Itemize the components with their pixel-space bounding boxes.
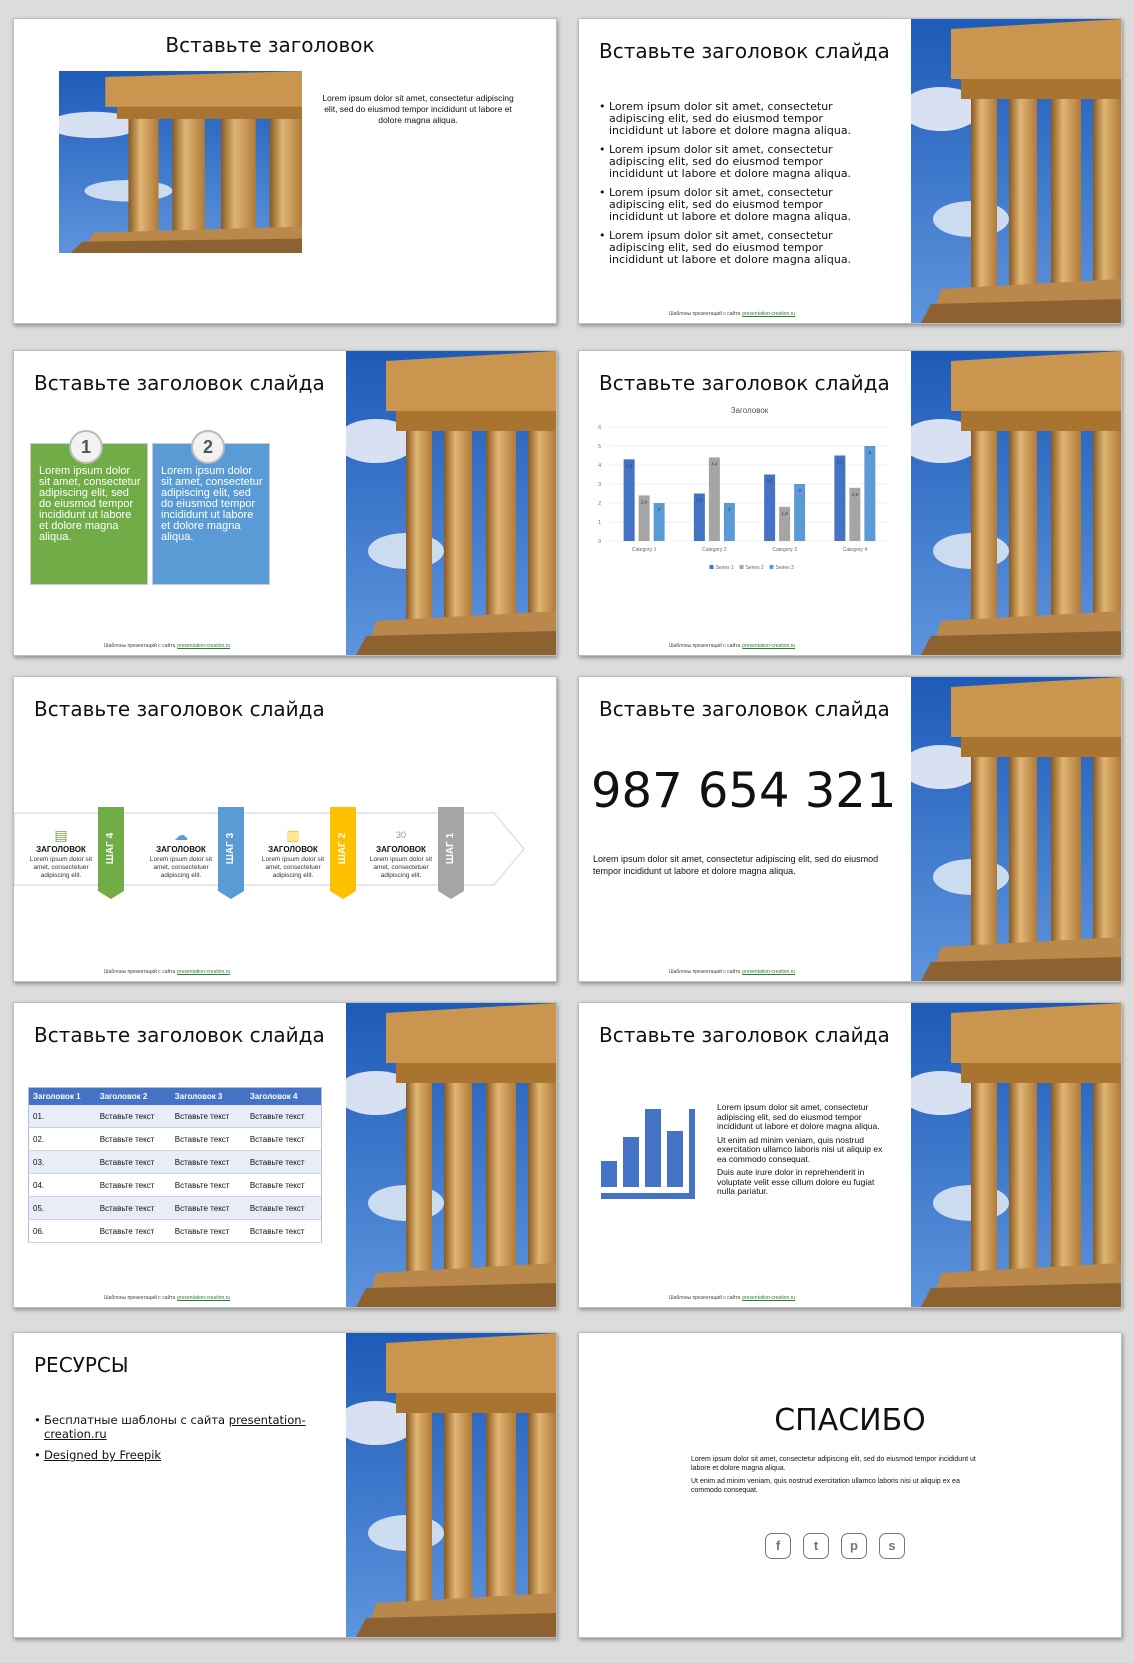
slide-title: Вставьте заголовок слайда bbox=[599, 1023, 890, 1047]
y-tick-label: 6 bbox=[598, 425, 601, 431]
table-cell: Вставьте текст bbox=[246, 1220, 322, 1243]
y-tick-label: 1 bbox=[598, 520, 601, 526]
temple-photo bbox=[346, 1333, 556, 1637]
slide-text: Lorem ipsum dolor sit amet, consectetur adipiscing elit, sed do eiusmod tempor incididunt ut labore et dolore magna aliqua. bbox=[593, 854, 879, 876]
table-header: Заголовок 2 bbox=[96, 1088, 171, 1106]
resource-link[interactable]: presentation-creation.ru bbox=[44, 1413, 306, 1441]
table-cell: 02. bbox=[29, 1128, 96, 1151]
bar bbox=[864, 446, 875, 541]
bar bbox=[764, 475, 775, 542]
bullet-item: • Lorem ipsum dolor sit amet, consectetur adipiscing elit, sed do eiusmod tempor incididunt ut labore et dolore magna aliqua. bbox=[599, 187, 869, 223]
step-box-1 bbox=[30, 437, 148, 585]
step-ribbon-2: ШАГ 2 bbox=[330, 807, 356, 901]
table-header: Заголовок 3 bbox=[171, 1088, 246, 1106]
table-row bbox=[29, 1128, 322, 1151]
chart-title: Заголовок bbox=[730, 406, 769, 415]
thanks-text: Lorem ipsum dolor sit amet, consectetur adipiscing elit, sed do eiusmod tempor incididunt ut labore et dolore magna aliqua. Ut enim ad minim veniam, quis nostrud exercitation ullamco laboris nisi ut aliquip ex ea commodo consequat. bbox=[691, 1456, 976, 1494]
step-column-3: ▥ ЗАГОЛОВОК Lorem ipsum dolor sit amet, consectetuer adipiscing elit. bbox=[254, 827, 332, 880]
legend-label: Series 3 bbox=[775, 565, 794, 571]
slide-9[interactable] bbox=[13, 1332, 557, 1638]
slide-title: Вставьте заголовок слайда bbox=[34, 371, 325, 395]
slide-title: Вставьте заголовок слайда bbox=[599, 39, 890, 63]
y-tick-label: 0 bbox=[598, 539, 601, 545]
temple-photo bbox=[911, 351, 1121, 655]
step-text: Lorem ipsum dolor sit amet, consectetur adipiscing elit, sed do eiusmod tempor incididunt ut labore et dolore magna aliqua. bbox=[161, 465, 263, 543]
table-cell: Вставьте текст bbox=[171, 1197, 246, 1220]
table-cell: 05. bbox=[29, 1197, 96, 1220]
slide-title: РЕСУРСЫ bbox=[34, 1353, 129, 1377]
footer: Шаблоны презентаций с сайта presentation-creation.ru bbox=[104, 643, 231, 649]
bullet-item: • Lorem ipsum dolor sit amet, consectetur adipiscing elit, sed do eiusmod tempor incididunt ut labore et dolore magna aliqua. bbox=[599, 230, 869, 266]
slide-3[interactable] bbox=[13, 350, 557, 656]
data-label: 4,5 bbox=[836, 459, 844, 465]
temple-photo bbox=[346, 351, 556, 655]
data-label: 2,5 bbox=[696, 497, 703, 503]
slide-2[interactable] bbox=[578, 18, 1122, 324]
step-ribbon-3: ШАГ 3 bbox=[218, 807, 244, 901]
text-block: Lorem ipsum dolor sit amet, consectetur adipiscing elit, sed do eiusmod tempor incididunt ut labore et dolore magna aliqua. Ut enim ad minim veniam, quis nostrud exercitation ullamco laboris nisi ut aliquip ex ea commodo consequat. Duis aute irure dolor in reprehenderit in voluptate velit esse cillum dolore eu fugiat nulla pariatur. bbox=[717, 1102, 883, 1196]
skype-icon[interactable]: s bbox=[879, 1533, 905, 1559]
slide-title: Вставьте заголовок слайда bbox=[34, 1023, 325, 1047]
data-label: 1,8 bbox=[781, 510, 788, 516]
table-cell: Вставьте текст bbox=[96, 1151, 171, 1174]
resource-item bbox=[34, 1448, 324, 1462]
data-label: 2,4 bbox=[640, 499, 648, 505]
slide-10[interactable] bbox=[578, 1332, 1122, 1638]
table-cell: Вставьте текст bbox=[96, 1174, 171, 1197]
table-row bbox=[29, 1174, 322, 1197]
bar bbox=[834, 456, 845, 542]
step-ribbon-1: ШАГ 1 bbox=[438, 807, 464, 901]
y-tick-label: 3 bbox=[598, 482, 601, 488]
table-cell: Вставьте текст bbox=[246, 1197, 322, 1220]
legend-swatch bbox=[710, 565, 714, 569]
table-row bbox=[29, 1151, 322, 1174]
x-tick-label: Category 3 bbox=[772, 547, 797, 553]
table-cell: Вставьте текст bbox=[96, 1220, 171, 1243]
footer-link[interactable]: presentation-creation.ru bbox=[177, 1295, 231, 1301]
table-cell: Вставьте текст bbox=[171, 1128, 246, 1151]
table-cell: Вставьте текст bbox=[96, 1128, 171, 1151]
footer: Шаблоны презентаций с сайта presentation-creation.ru bbox=[669, 311, 796, 317]
data-label: 2 bbox=[657, 507, 661, 512]
data-label: 4,3 bbox=[625, 463, 633, 469]
table-cell: Вставьте текст bbox=[171, 1220, 246, 1243]
step-column-1: ▤ ЗАГОЛОВОК Lorem ipsum dolor sit amet, consectetuer adipiscing elit. bbox=[22, 827, 100, 880]
table-cell: 01. bbox=[29, 1105, 96, 1128]
freepik-link[interactable]: Designed by Freepik bbox=[44, 1448, 162, 1462]
slide-1[interactable] bbox=[13, 18, 557, 324]
temple-photo bbox=[911, 677, 1121, 981]
step-text: Lorem ipsum dolor sit amet, consectetur adipiscing elit, sed do eiusmod tempor incididunt ut labore et dolore magna aliqua. bbox=[39, 465, 141, 543]
step-number: 2 bbox=[191, 430, 225, 464]
table-cell: 04. bbox=[29, 1174, 96, 1197]
slide-title: Вставьте заголовок bbox=[165, 33, 375, 57]
bar bbox=[709, 457, 720, 541]
data-label: 2 bbox=[728, 507, 731, 512]
calendar-icon: 30 bbox=[395, 830, 406, 840]
bar-chart bbox=[585, 401, 895, 581]
slide-5[interactable] bbox=[13, 676, 557, 982]
table-row bbox=[29, 1105, 322, 1128]
table-cell: Вставьте текст bbox=[171, 1151, 246, 1174]
y-tick-label: 4 bbox=[598, 463, 601, 469]
footer: Шаблоны презентаций с сайта presentation-creation.ru bbox=[669, 969, 796, 975]
table-cell: Вставьте текст bbox=[171, 1105, 246, 1128]
footer: Шаблоны презентаций с сайта presentation-creation.ru bbox=[669, 1295, 796, 1301]
twitter-icon[interactable]: t bbox=[803, 1533, 829, 1559]
table-row bbox=[29, 1220, 322, 1243]
slide-8[interactable] bbox=[578, 1002, 1122, 1308]
legend-label: Series 1 bbox=[715, 565, 734, 571]
data-label: 2,8 bbox=[851, 491, 859, 497]
bullet-item: • Lorem ipsum dolor sit amet, consectetur adipiscing elit, sed do eiusmod tempor incididunt ut labore et dolore magna aliqua. bbox=[599, 144, 869, 180]
y-tick-label: 2 bbox=[598, 501, 601, 507]
table-header: Заголовок 4 bbox=[246, 1088, 322, 1106]
data-label: 3,5 bbox=[766, 478, 773, 484]
bullet-list bbox=[599, 101, 869, 273]
step-box-2 bbox=[152, 437, 270, 585]
step-column-4: 30 ЗАГОЛОВОК Lorem ipsum dolor sit amet, consectetuer adipiscing elit. bbox=[362, 827, 440, 880]
table-header: Заголовок 1 bbox=[29, 1088, 96, 1106]
footer-link[interactable]: presentation-creation.ru bbox=[742, 969, 796, 975]
data-label: 5 bbox=[868, 450, 872, 455]
bar bbox=[624, 459, 635, 541]
temple-photo bbox=[59, 71, 302, 253]
resource-item: • Бесплатные шаблоны с сайта presentation-creation.ru bbox=[34, 1413, 324, 1441]
x-tick-label: Category 4 bbox=[842, 547, 868, 553]
footer: Шаблоны презентаций с сайта presentation-creation.ru bbox=[104, 969, 231, 975]
slide-4[interactable] bbox=[578, 350, 1122, 656]
step-ribbon-4: ШАГ 4 bbox=[98, 807, 124, 901]
resources-list bbox=[34, 1413, 324, 1469]
slide-title: Вставьте заголовок слайда bbox=[34, 697, 325, 721]
data-label: 3 bbox=[798, 488, 801, 493]
footer-link[interactable]: presentation-creation.ru bbox=[177, 969, 231, 975]
pinterest-icon[interactable]: p bbox=[841, 1533, 867, 1559]
slide-text: Lorem ipsum dolor sit amet, consectetur adipiscing elit, sed do eiusmod tempor incididunt ut labore et dolore magna aliqua. bbox=[322, 93, 514, 125]
document-icon: ▤ bbox=[54, 827, 68, 843]
table-cell: Вставьте текст bbox=[246, 1105, 322, 1128]
data-table bbox=[28, 1087, 322, 1243]
temple-photo bbox=[911, 1003, 1121, 1307]
x-tick-label: Category 2 bbox=[702, 547, 727, 553]
x-tick-label: Category 1 bbox=[631, 547, 657, 553]
cloud-icon: ☁ bbox=[174, 827, 188, 843]
footer-link[interactable]: presentation-creation.ru bbox=[742, 311, 796, 317]
big-number: 987 654 321 bbox=[591, 763, 897, 819]
footer: Шаблоны презентаций с сайта presentation-creation.ru bbox=[669, 643, 796, 649]
footer-link[interactable]: presentation-creation.ru bbox=[742, 643, 796, 649]
table-row bbox=[29, 1197, 322, 1220]
slide-7[interactable] bbox=[13, 1002, 557, 1308]
facebook-icon[interactable]: f bbox=[765, 1533, 791, 1559]
footer-link[interactable]: presentation-creation.ru bbox=[177, 643, 231, 649]
temple-photo bbox=[911, 19, 1121, 323]
table-cell: Вставьте текст bbox=[246, 1174, 322, 1197]
y-tick-label: 5 bbox=[598, 444, 601, 450]
data-label: 4,4 bbox=[711, 461, 718, 467]
table-cell: 06. bbox=[29, 1220, 96, 1243]
bullet-item: • Lorem ipsum dolor sit amet, consectetur adipiscing elit, sed do eiusmod tempor incididunt ut labore et dolore magna aliqua. bbox=[599, 101, 869, 137]
grid-icon: ▥ bbox=[286, 827, 300, 843]
legend-swatch bbox=[770, 565, 774, 569]
table-cell: Вставьте текст bbox=[246, 1151, 322, 1174]
slide-6[interactable] bbox=[578, 676, 1122, 982]
step-column-2: ☁ ЗАГОЛОВОК Lorem ipsum dolor sit amet, consectetuer adipiscing elit. bbox=[142, 827, 220, 880]
slide-title: Вставьте заголовок слайда bbox=[599, 697, 890, 721]
legend-label: Series 2 bbox=[745, 565, 764, 571]
table-cell: Вставьте текст bbox=[171, 1174, 246, 1197]
table-cell: 03. bbox=[29, 1151, 96, 1174]
footer: Шаблоны презентаций с сайта presentation-creation.ru bbox=[104, 1295, 231, 1301]
temple-photo bbox=[346, 1003, 556, 1307]
table-cell: Вставьте текст bbox=[246, 1128, 322, 1151]
footer-link[interactable]: presentation-creation.ru bbox=[742, 1295, 796, 1301]
slide-title: СПАСИБО bbox=[774, 1403, 926, 1438]
table-cell: Вставьте текст bbox=[96, 1105, 171, 1128]
table-cell: Вставьте текст bbox=[96, 1197, 171, 1220]
bar-chart-icon bbox=[601, 1107, 701, 1203]
slide-title: Вставьте заголовок слайда bbox=[599, 371, 890, 395]
legend-swatch bbox=[740, 565, 744, 569]
step-number: 1 bbox=[69, 430, 103, 464]
